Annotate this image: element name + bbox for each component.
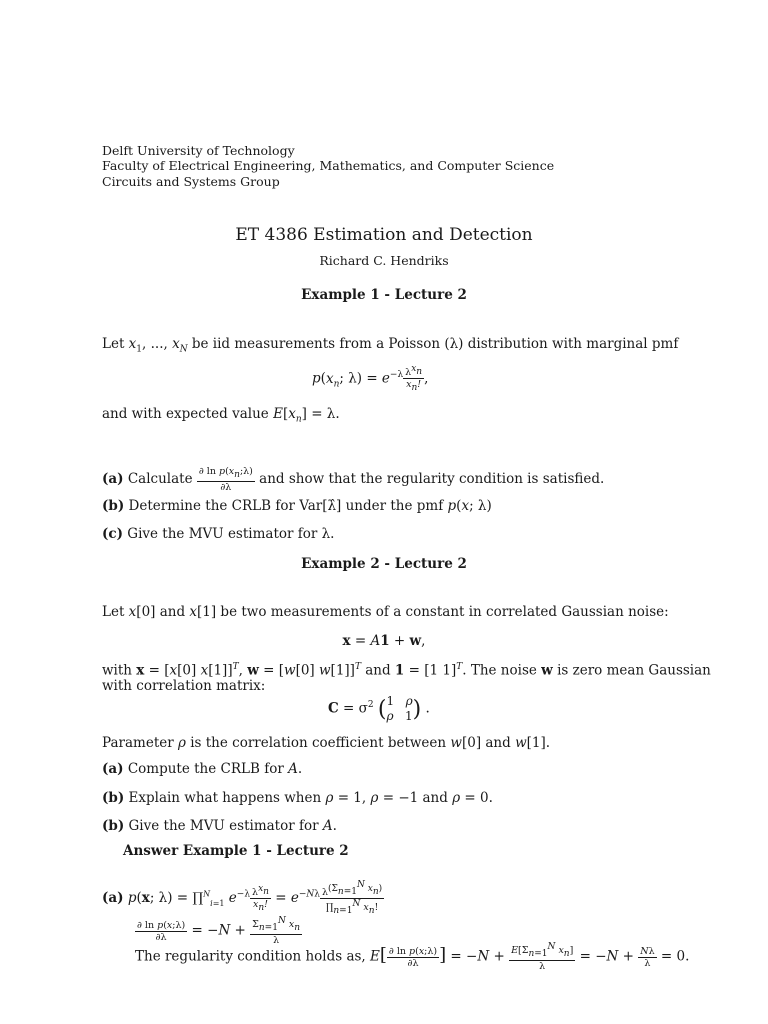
example2-item-b: (b) Explain what happens when ρ = 1, ρ = −1 and ρ = 0. [102, 790, 493, 806]
answer1-heading: Answer Example 1 - Lecture 2 [123, 843, 349, 859]
example2-intro: Let x[0] and x[1] be two measurements of a constant in correlated Gaussian noise: [102, 604, 669, 620]
example2-item-b2: (b) Give the MVU estimator for A. [102, 818, 337, 834]
answer1-line2: $\frac{\text{∂ ln p(x;λ)}}{\partial\lambda}$ = −N + $\frac{\Sigma_{n=1}^N x_n}{\lambda}$ [137, 916, 301, 947]
expected-value-text: and with expected value $E[x_n] = \lambda$. [102, 406, 340, 425]
definitions-line1: with x = [x[0] x[1]]$^T$, w = [w[0] w[1]]$^T$ and 1 = [1 1]$^T$. The noise w is zero mean Gaussian [102, 662, 711, 679]
rho-description: Parameter ρ is the correlation coefficient between w[0] and w[1]. [102, 735, 551, 751]
example1-item-b: (b) Determine the CRLB for Var[λ̂] under the pmf p(x; λ) [102, 498, 492, 514]
author: Richard C. Hendriks [319, 253, 449, 268]
example1-heading: Example 1 - Lecture 2 [301, 287, 467, 303]
group-name: Circuits and Systems Group [102, 174, 280, 189]
answer1-line1: (a) p(x; λ) = ∏$^N_{i=1}$ $e^{-\lambda}$ $\frac{\lambda^{x_n}}{x_n!}$ = $e^{-N\lambda}$ $\frac{\lambda^{(\Sigma_{n=1}^N x_n)}}{\prod_{n=1}^N x_n!}$ [102, 880, 383, 917]
example1-intro: Let $x_1$, ..., $x_N$ be iid measurements from a Poisson (λ) distribution with marginal pmf [102, 336, 679, 355]
pmf-equation: $p(x_n$; $\lambda) = e^{-\lambda}$ $\frac{\lambda^{x_n}}{x_n!}$ , [312, 364, 429, 394]
example2-heading: Example 2 - Lecture 2 [301, 556, 467, 572]
faculty-name: Faculty of Electrical Engineering, Mathematics, and Computer Science [102, 158, 555, 173]
definitions-line2: with correlation matrix: [102, 678, 266, 694]
answer1-line3: The regularity condition holds as, E[ $\frac{\text{∂ ln p(x;λ)}}{\partial\lambda}$ ] = −N + $\frac{E[\Sigma_{n=1}^N x_n]}{\lambda}$ = −N + $\frac{N\lambda}{\lambda}$ = 0. [135, 942, 690, 973]
covariance-matrix: $C = \sigma^2$ (1 ρ ρ 1) . [328, 694, 430, 723]
course-title: ET 4386 Estimation and Detection [235, 225, 533, 245]
example2-item-a: (a) Compute the CRLB for A. [102, 761, 303, 777]
university-name: Delft University of Technology [102, 143, 295, 158]
model-equation: x = A1 + w, [342, 633, 426, 649]
example1-item-c: (c) Give the MVU estimator for λ. [102, 526, 335, 542]
example1-item-a: (a) Calculate $\frac{\partial \ln p(x_n;\lambda)}{\partial\lambda}$ and show that the regularity condition is satisfied. [102, 466, 605, 493]
